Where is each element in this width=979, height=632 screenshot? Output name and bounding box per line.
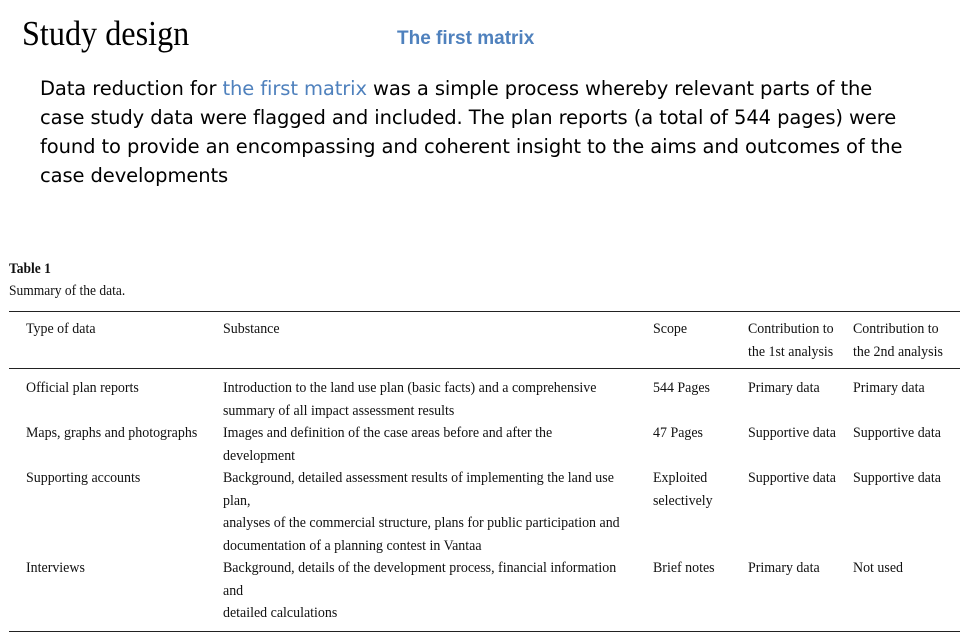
body-paragraph bbox=[40, 74, 920, 190]
paragraph-highlight: the first matrix bbox=[222, 77, 367, 100]
cell-contribution-1st: Primary data bbox=[748, 380, 820, 396]
cell-contribution-1st: Primary data bbox=[748, 560, 820, 576]
paragraph-text-end: was a simple process whereby relevant parts of the case study data were flagged and included. The plan reports (a total of 544 pages) were found to provide an encompassing and coherent insight to the aims and outcomes of the case developments bbox=[40, 77, 903, 187]
cell-scope: 47 Pages bbox=[653, 425, 703, 441]
cell-type: Supporting accounts bbox=[26, 470, 141, 486]
cell-contribution-1st: Supportive data bbox=[748, 425, 836, 441]
slide-subtitle: The first matrix bbox=[397, 28, 535, 49]
cell-scope: Brief notes bbox=[653, 560, 715, 576]
cell-substance: Background, details of the development process, financial information and detailed calculations bbox=[223, 560, 617, 621]
slide-title: Study design bbox=[22, 14, 190, 53]
table-row bbox=[9, 557, 960, 631]
cell-substance: Images and definition of the case areas before and after the development bbox=[223, 425, 553, 464]
table-label: Table 1 bbox=[9, 261, 51, 277]
cell-contribution-2nd: Primary data bbox=[853, 380, 925, 396]
cell-substance: Background, detailed assessment results of implementing the land use plan, analyses of the commercial structure, plans for public participation and documentation of a planning contest in Vantaa bbox=[223, 470, 620, 554]
header-contribution-2nd: Contribution to the 2nd analysis bbox=[853, 321, 943, 360]
cell-contribution-2nd: Supportive data bbox=[853, 470, 941, 486]
cell-contribution-1st: Supportive data bbox=[748, 470, 836, 486]
cell-scope: Exploited selectively bbox=[653, 470, 713, 509]
cell-contribution-2nd: Supportive data bbox=[853, 425, 941, 441]
cell-type: Maps, graphs and photographs bbox=[26, 425, 198, 441]
cell-type: Interviews bbox=[26, 560, 85, 576]
table-header-row bbox=[9, 312, 960, 369]
header-substance: Substance bbox=[223, 321, 280, 337]
header-contribution-1st: Contribution to the 1st analysis bbox=[748, 321, 834, 360]
data-summary-table bbox=[9, 311, 960, 632]
cell-contribution-2nd: Not used bbox=[853, 560, 903, 576]
cell-scope: 544 Pages bbox=[653, 380, 710, 396]
cell-type: Official plan reports bbox=[26, 380, 139, 396]
header-type-of-data: Type of data bbox=[26, 321, 96, 337]
cell-substance: Introduction to the land use plan (basic facts) and a comprehensive summary of all impact assessment results bbox=[223, 380, 597, 419]
paragraph-text-start: Data reduction for bbox=[40, 77, 223, 100]
table-row bbox=[9, 422, 960, 467]
header-scope: Scope bbox=[653, 321, 688, 337]
table-caption: Summary of the data. bbox=[9, 283, 126, 299]
table-row bbox=[9, 369, 960, 423]
table-figure bbox=[9, 258, 960, 632]
table-row bbox=[9, 467, 960, 557]
